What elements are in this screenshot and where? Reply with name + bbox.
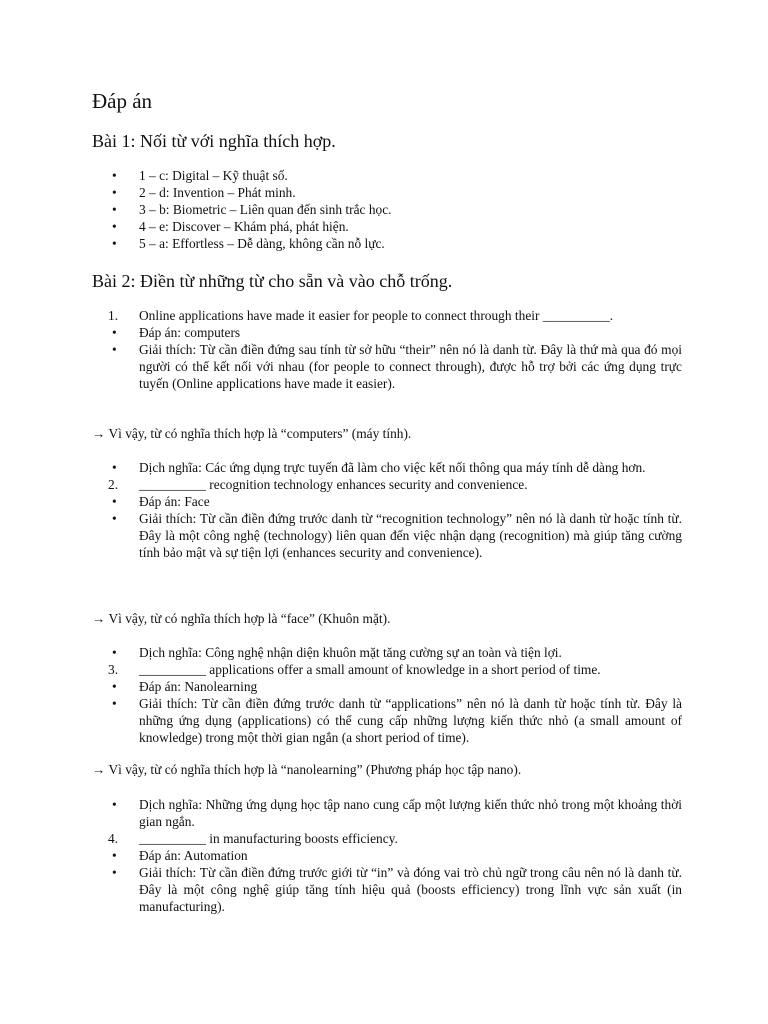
translation-3: • Dịch nghĩa: Những ứng dụng học tập nano cung cấp một lượng kiến thức nhỏ trong một khoảng thời gian ngắn. xyxy=(112,797,682,829)
list-item: • 2 – d: Invention – Phát minh. xyxy=(112,185,296,200)
explanation-1: • Giải thích: Từ cần điền đứng sau tính từ sở hữu “their” nên nó là danh từ. Đây là thứ mà qua đó mọi người có thể kết nối với nhau (for people to connect through), được hỗ trợ bởi các ứng dụng trực tuyến (Online applications have made it easier). xyxy=(112,342,682,391)
answer-1: • Đáp án: computers xyxy=(112,325,241,340)
question-3: 3. __________ applications offer a small amount of knowledge in a short period of time. xyxy=(108,662,601,677)
question-4: 4. __________ in manufacturing boosts efficiency. xyxy=(108,831,398,846)
bai2-heading: Bài 2: Điền từ những từ cho sẵn và vào chỗ trống. xyxy=(92,271,453,291)
question-1: 1. Online applications have made it easier for people to connect through their __________. xyxy=(108,308,614,323)
conclusion-1: → Vì vậy, từ có nghĩa thích hợp là “computers” (máy tính). xyxy=(92,426,412,441)
explanation-3: • Giải thích: Từ cần điền đứng trước danh từ “applications” nên nó là danh từ hoặc tính từ. Đây là những ứng dụng (applications) có thể cung cấp những lượng kiến thức nhỏ (a small amount of knowledge) trong một thời gian ngắn (a short period of time). xyxy=(112,696,682,745)
conclusion-3: → Vì vậy, từ có nghĩa thích hợp là “nanolearning” (Phương pháp học tập nano). xyxy=(92,762,522,777)
explanation-2: • Giải thích: Từ cần điền đứng trước danh từ “recognition technology” nên nó là danh từ hoặc tính từ. Đây là một công nghệ (technology) liên quan đến việc nhận dạng (recognition) mà giúp tăng cường tính bảo mật và sự tiện lợi (enhances security and convenience). xyxy=(112,511,682,560)
page-title: Đáp án xyxy=(92,89,153,113)
list-item: • 4 – e: Discover – Khám phá, phát hiện. xyxy=(112,219,349,234)
translation-1: • Dịch nghĩa: Các ứng dụng trực tuyến đã làm cho việc kết nối thông qua máy tính dễ dàng hơn. xyxy=(112,460,646,475)
conclusion-2: → Vì vậy, từ có nghĩa thích hợp là “face” (Khuôn mặt). xyxy=(92,611,391,626)
bai1-list xyxy=(92,167,682,252)
question-2-block xyxy=(92,459,682,561)
explanation-4: • Giải thích: Từ cần điền đứng trước giới từ “in” và đóng vai trò chủ ngữ trong câu nên nó là danh từ. Đây là một công nghệ giúp tăng tính hiệu quả (boosts efficiency) trong lĩnh vực sản xuất (in manufacturing). xyxy=(112,865,682,914)
answer-2: • Đáp án: Face xyxy=(112,494,210,509)
answer-3: • Đáp án: Nanolearning xyxy=(112,679,258,694)
answer-4: • Đáp án: Automation xyxy=(112,848,248,863)
bai1-heading: Bài 1: Nối từ với nghĩa thích hợp. xyxy=(92,131,336,151)
question-1-block xyxy=(92,307,682,392)
question-3-block xyxy=(92,644,682,746)
translation-2: • Dịch nghĩa: Công nghệ nhận diện khuôn mặt tăng cường sự an toàn và tiện lợi. xyxy=(112,645,562,660)
question-2: 2. __________ recognition technology enhances security and convenience. xyxy=(108,477,528,492)
list-item: • 3 – b: Biometric – Liên quan đến sinh trắc học. xyxy=(112,202,392,217)
list-item: • 1 – c: Digital – Kỹ thuật số. xyxy=(112,168,288,183)
question-4-block xyxy=(92,796,682,915)
list-item: • 5 – a: Effortless – Dễ dàng, không cần nỗ lực. xyxy=(112,236,385,251)
